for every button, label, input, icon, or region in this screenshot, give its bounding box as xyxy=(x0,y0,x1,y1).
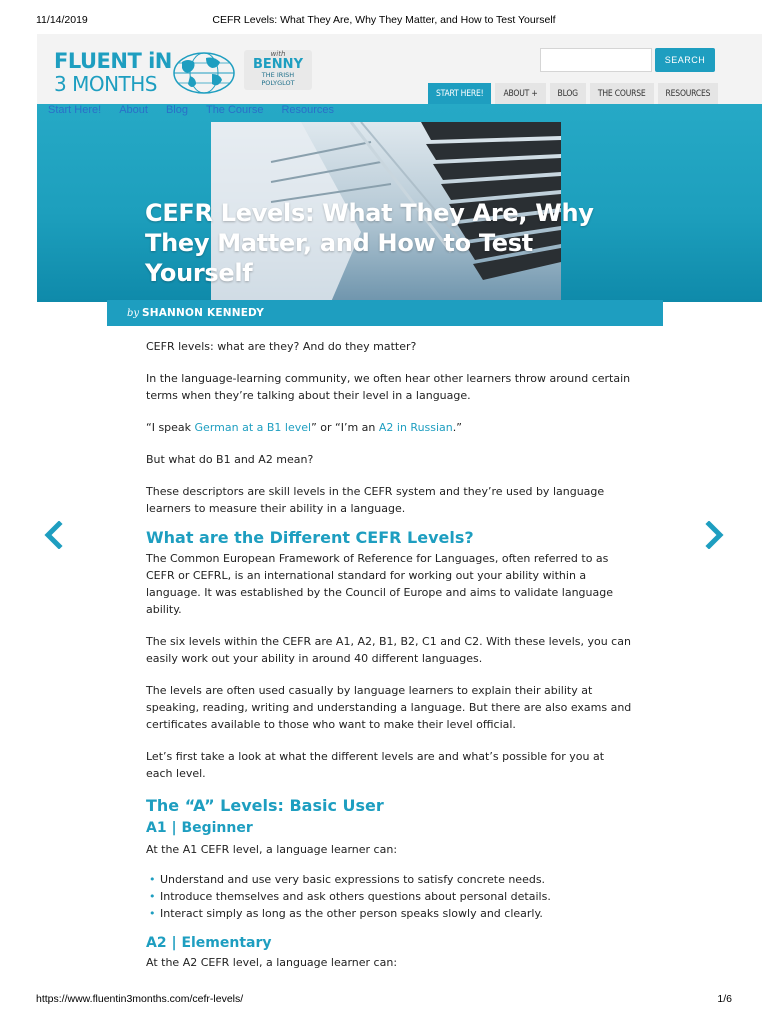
paragraph: CEFR levels: what are they? And do they matter? xyxy=(146,340,417,353)
fallback-nav xyxy=(48,104,352,116)
paragraph-quote xyxy=(146,419,632,436)
badge-sub2: POLYGLOT xyxy=(261,79,295,87)
section-heading: What are the Different CEFR Levels? xyxy=(146,528,474,547)
paragraph: The Common European Framework of Reference for Languages, often referred to as CEFR or CEFRL, is an international standard for working out your ability within a language. It was established by the Council of Europe and aims to validate language ability. xyxy=(146,552,613,616)
a1-list xyxy=(146,871,632,922)
print-doc-title: CEFR Levels: What They Are, Why They Matter, and How to Test Yourself xyxy=(212,14,556,26)
fallback-nav-resources[interactable]: Resources xyxy=(281,104,335,116)
nav-start-here[interactable]: START HERE! xyxy=(428,83,491,105)
list-item: • Understand and use very basic expressions to satisfy concrete needs. xyxy=(146,871,632,888)
list-item: • Interact simply as long as the other person speaks slowly and clearly. xyxy=(146,905,632,922)
subsection-heading: A2 | Elementary xyxy=(146,935,272,951)
nav-about[interactable]: ABOUT + xyxy=(495,83,545,105)
paragraph: These descriptors are skill levels in the CEFR system and they’re used by language learners to measure their ability in a language. xyxy=(146,485,605,515)
link-a2-russian[interactable]: A2 in Russian xyxy=(378,421,453,434)
section-heading: The “A” Levels: Basic User xyxy=(146,796,384,815)
text: “I speak xyxy=(146,421,195,434)
text: ” or “I’m an xyxy=(311,421,379,434)
fallback-nav-blog[interactable]: Blog xyxy=(165,104,188,116)
paragraph: At the A2 CEFR level, a language learner can: xyxy=(146,956,398,969)
paragraph: At the A1 CEFR level, a language learner can: xyxy=(146,843,398,856)
logo-line2: 3 MONTHS xyxy=(54,72,157,96)
text: .” xyxy=(452,421,462,434)
paragraph: But what do B1 and A2 mean? xyxy=(146,453,314,466)
search-input[interactable] xyxy=(540,48,652,72)
main-nav xyxy=(428,83,722,105)
next-arrow-icon[interactable] xyxy=(705,521,725,549)
article-body xyxy=(146,338,632,971)
paragraph: Let’s first take a look at what the different levels are and what’s possible for you at each level. xyxy=(146,750,605,780)
site-header xyxy=(37,34,762,104)
badge-with: with xyxy=(270,50,286,58)
link-german-b1[interactable]: German at a B1 level xyxy=(194,421,312,434)
subsection-heading: A1 | Beginner xyxy=(146,820,253,836)
paragraph: The levels are often used casually by language learners to explain their ability at speaking, reading, writing and understanding a language. But there are also exams and certificates available to those who want to make their level official. xyxy=(146,684,632,731)
search-button[interactable]: SEARCH xyxy=(655,48,715,72)
fallback-nav-start-here[interactable]: Start Here! xyxy=(48,104,102,116)
hero-banner xyxy=(37,104,762,302)
nav-blog[interactable]: BLOG xyxy=(550,83,586,105)
list-item: • Introduce themselves and ask others questions about personal details. xyxy=(146,888,632,905)
benny-badge xyxy=(244,50,312,90)
fallback-nav-about[interactable]: About xyxy=(119,104,148,116)
paragraph: In the language-learning community, we often hear other learners throw around certain terms when they’re talking about their level in a language. xyxy=(146,372,631,402)
print-url: https://www.fluentin3months.com/cefr-levels/ xyxy=(36,993,244,1005)
page-title: CEFR Levels: What They Are, Why They Matter, and How to Test Yourself xyxy=(145,199,594,287)
logo-line1: FLUENT iN xyxy=(54,49,172,73)
globe-icon xyxy=(168,50,240,96)
print-page-number: 1/6 xyxy=(717,993,732,1005)
nav-resources[interactable]: RESOURCES xyxy=(658,83,719,105)
fallback-nav-the-course[interactable]: The Course xyxy=(205,104,264,116)
paragraph: The six levels within the CEFR are A1, A2, B1, B2, C1 and C2. With these levels, you can easily work out your ability in around 40 different languages. xyxy=(146,635,631,665)
nav-the-course[interactable]: THE COURSE xyxy=(590,83,654,105)
print-date: 11/14/2019 xyxy=(36,14,88,26)
byline xyxy=(107,300,663,326)
previous-arrow-icon[interactable] xyxy=(43,521,63,549)
badge-sub1: THE IRISH xyxy=(261,71,295,79)
byline-author[interactable]: SHANNON KENNEDY xyxy=(141,307,265,319)
site-logo[interactable] xyxy=(54,48,324,98)
byline-prefix: by xyxy=(127,308,140,319)
badge-name: BENNY xyxy=(253,57,303,72)
